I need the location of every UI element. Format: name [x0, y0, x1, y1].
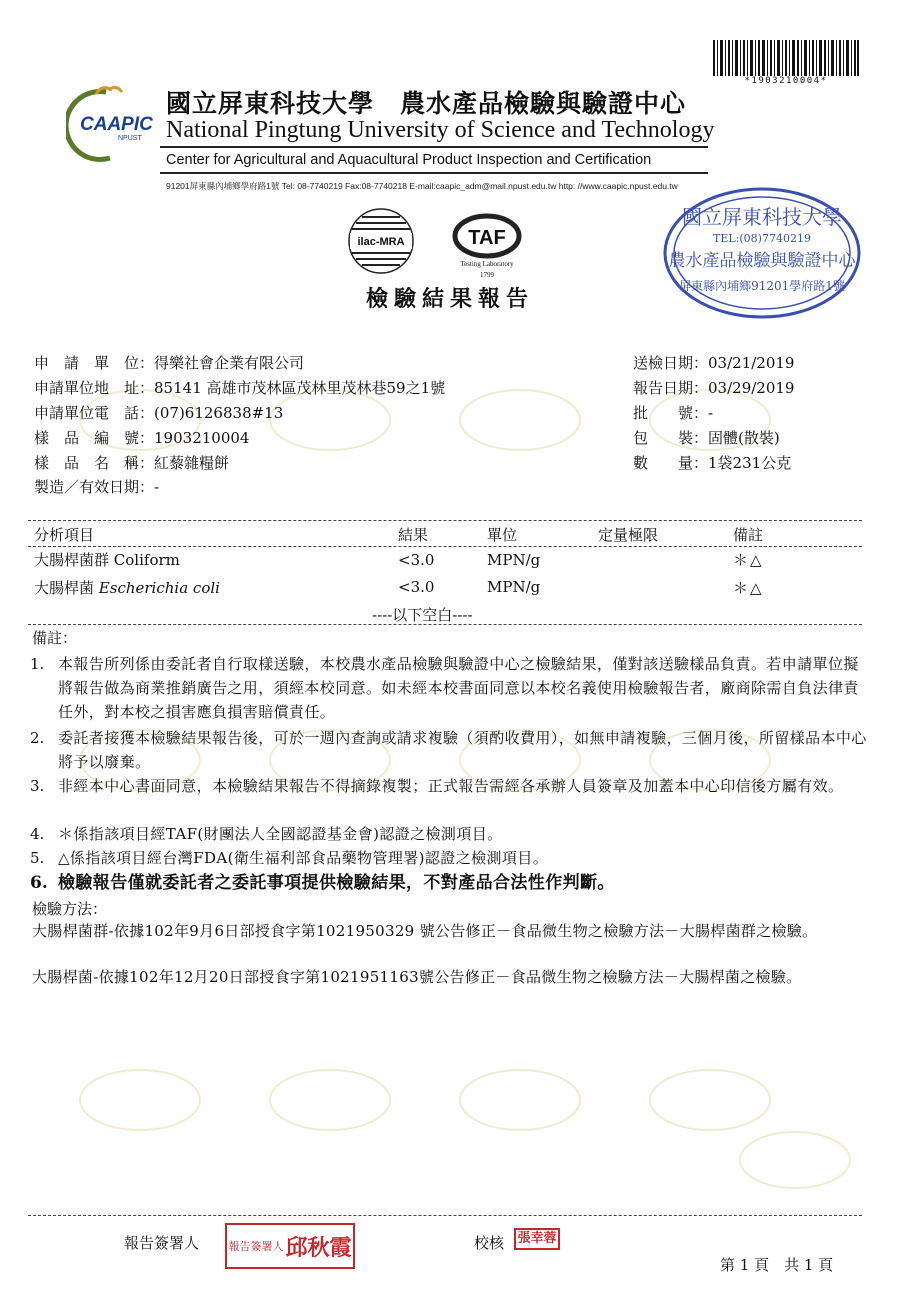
row-result: <3.0: [398, 551, 435, 569]
taf-logo: [448, 210, 526, 282]
note-number: 1.: [30, 655, 45, 673]
field-label: 製造／有效日期：: [34, 478, 155, 496]
header-item: 分析項目: [34, 526, 95, 544]
quantity-row: [633, 453, 791, 473]
checker-stamp: 張幸蓉: [514, 1228, 560, 1250]
report-date: 03/29/2019: [708, 379, 795, 397]
header-divider: [160, 146, 708, 148]
center-subtitle-en: Center for Agricultural and Aquacultural Product Inspection and Certification: [166, 152, 652, 168]
field-label: 申 請 單 位：: [34, 354, 155, 372]
checker-label: 校核: [474, 1234, 505, 1252]
row-item-en: Escherichia coli: [98, 579, 220, 597]
table-header-border: [28, 546, 862, 547]
taf-number: 1799: [480, 271, 494, 279]
remark-note: [30, 871, 870, 895]
institution-title-en: National Pingtung University of Science and Technology: [166, 117, 715, 143]
seal-middle-text: 農水產品檢驗與驗證中心: [668, 251, 856, 271]
package-row: [633, 428, 780, 448]
field-label: 報告日期：: [633, 379, 709, 397]
remarks-title: 備註：: [32, 629, 78, 647]
barcode: [713, 40, 859, 76]
row-unit: MPN/g: [487, 551, 541, 569]
caapic-logo: [66, 86, 156, 162]
table-bottom-border: [28, 624, 862, 625]
row-remark: ＊△: [733, 579, 764, 597]
table-end-marker: ----以下空白----: [372, 606, 473, 624]
package-type: 固體(散裝): [708, 429, 780, 447]
method-item: 大腸桿菌-依據102年12月20日部授食字第1021951163號公告修正－食品微生物之檢驗方法－大腸桿菌之檢驗。: [32, 968, 802, 986]
remark-note: [30, 652, 870, 724]
row-item-en: Coliform: [113, 551, 180, 569]
row-item-cn: 大腸桿菌: [34, 579, 95, 597]
table-top-border: [28, 520, 862, 521]
remark-note: [30, 774, 870, 798]
seal-bottom-text: 屏東縣內埔鄉91201學府路1號: [679, 279, 845, 293]
field-label: 送檢日期：: [633, 354, 709, 372]
sample-name-row: [34, 453, 229, 473]
applicant-address: 85141 高雄市茂林區茂林里茂林巷59之1號: [154, 379, 446, 397]
report-title: 檢驗結果報告: [365, 286, 534, 312]
logo-text: CAAPIC: [80, 114, 153, 135]
sample-number: 1903210004: [154, 429, 250, 447]
note-number: 6.: [30, 873, 48, 893]
sample-name: 紅藜雜糧餅: [154, 454, 230, 472]
note-number: 2.: [30, 729, 45, 747]
batch-row: [633, 403, 713, 423]
note-text: ＊係指該項目經TAF(財團法人全國認證基金會)認證之檢測項目。: [58, 825, 503, 843]
note-number: 4.: [30, 825, 45, 843]
footer-divider: [28, 1215, 862, 1216]
ilac-text: ilac-MRA: [357, 236, 405, 248]
report-date-row: [633, 378, 794, 398]
signer-stamp: [225, 1223, 355, 1269]
field-label: 申請單位電 話：: [34, 404, 155, 422]
field-label: 數 量：: [633, 454, 709, 472]
taf-subtext: Testing Laboratory: [460, 260, 514, 268]
field-label: 包 裝：: [633, 429, 709, 447]
methods-title: 檢驗方法：: [32, 900, 108, 918]
contact-info: 91201屏東縣內埔鄉學府路1號 Tel: 08-7740219 Fax:08-7740218 E-mail:caapic_adm@mail.npust.edu.tw http: //www.caapic.npust.edu.tw: [166, 181, 678, 191]
applicant-phone: (07)6126838#13: [154, 404, 284, 422]
sample-number-row: [34, 428, 249, 448]
quantity: 1袋231公克: [708, 454, 792, 472]
method-item: 大腸桿菌群-依據102年9月6日部授食字第1021950329 號公告修正－食品微生物之檢驗方法－大腸桿菌群之檢驗。: [32, 922, 818, 940]
row-result: <3.0: [398, 578, 435, 596]
field-label: 樣 品 編 號：: [34, 429, 155, 447]
signer-label: 報告簽署人: [124, 1234, 200, 1252]
field-label: 批 號：: [633, 404, 709, 422]
remark-note: [30, 846, 870, 870]
applicant-address-row: [34, 378, 445, 398]
signer-name: 邱秋霞: [285, 1235, 352, 1261]
header-limit: 定量極限: [598, 526, 659, 544]
note-text: 非經本中心書面同意，本檢驗結果報告不得摘錄複製；正式報告需經各承辦人員簽章及加蓋本中心印信後方屬有效。: [58, 777, 844, 795]
header-result: 結果: [398, 526, 429, 544]
applicant-name: 得樂社會企業有限公司: [154, 354, 305, 372]
note-text: △係指該項目經台灣FDA(衛生福利部食品藥物管理署)認證之檢測項目。: [58, 849, 549, 867]
seal-top-text: 國立屏東科技大學: [682, 205, 842, 229]
submit-date: 03/21/2019: [708, 354, 795, 372]
header-unit: 單位: [487, 526, 518, 544]
barcode-number: *1903210004*: [744, 76, 828, 86]
batch-number: -: [708, 404, 714, 422]
applicant-phone-row: [34, 403, 283, 423]
note-text: 本報告所列係由委託者自行取樣送驗，本校農水產品檢驗與驗證中心之檢驗結果，僅對該送驗樣品負責。若申請單位擬將報告做為商業推銷廣告之用，須經本校同意。如未經本校書面同意以本校名義使用檢驗報告者，廠商除需自負法律責任外，對本校之損害應負損害賠償責任。: [58, 655, 859, 721]
logo-subtext: NPUST: [118, 135, 142, 142]
row-item-cn: 大腸桿菌群: [34, 551, 110, 569]
field-label: 申請單位地 址：: [34, 379, 155, 397]
mfg-date: -: [154, 478, 160, 496]
header-remark: 備註: [733, 526, 764, 544]
remark-note: [30, 726, 870, 774]
center-seal-stamp: [662, 186, 862, 320]
page-number: 第 1 頁 共 1 頁: [720, 1256, 834, 1274]
signer-stamp-prefix: 報告簽署人: [228, 1240, 284, 1253]
row-unit: MPN/g: [487, 578, 541, 596]
field-label: 樣 品 名 稱：: [34, 454, 155, 472]
note-number: 5.: [30, 849, 45, 867]
note-number: 3.: [30, 777, 45, 795]
submit-date-row: [633, 353, 794, 373]
mfg-date-row: [34, 477, 159, 497]
row-remark: ＊△: [733, 551, 764, 569]
note-text: 檢驗報告僅就委託者之委託事項提供檢驗結果，不對產品合法性作判斷。: [58, 873, 615, 893]
applicant-name-row: [34, 353, 304, 373]
remark-note: [30, 822, 870, 846]
taf-text: TAF: [468, 227, 506, 249]
seal-tel-text: TEL:(08)7740219: [713, 232, 811, 245]
ilac-mra-logo: [346, 205, 416, 277]
note-text: 委託者接獲本檢驗結果報告後，可於一週內查詢或請求複驗（須酌收費用），如無申請複驗，三個月後，所留樣品本中心將予以廢棄。: [58, 729, 867, 771]
header-divider: [160, 172, 708, 174]
institution-title-cn: 國立屏東科技大學 農水產品檢驗與驗證中心: [166, 89, 687, 118]
